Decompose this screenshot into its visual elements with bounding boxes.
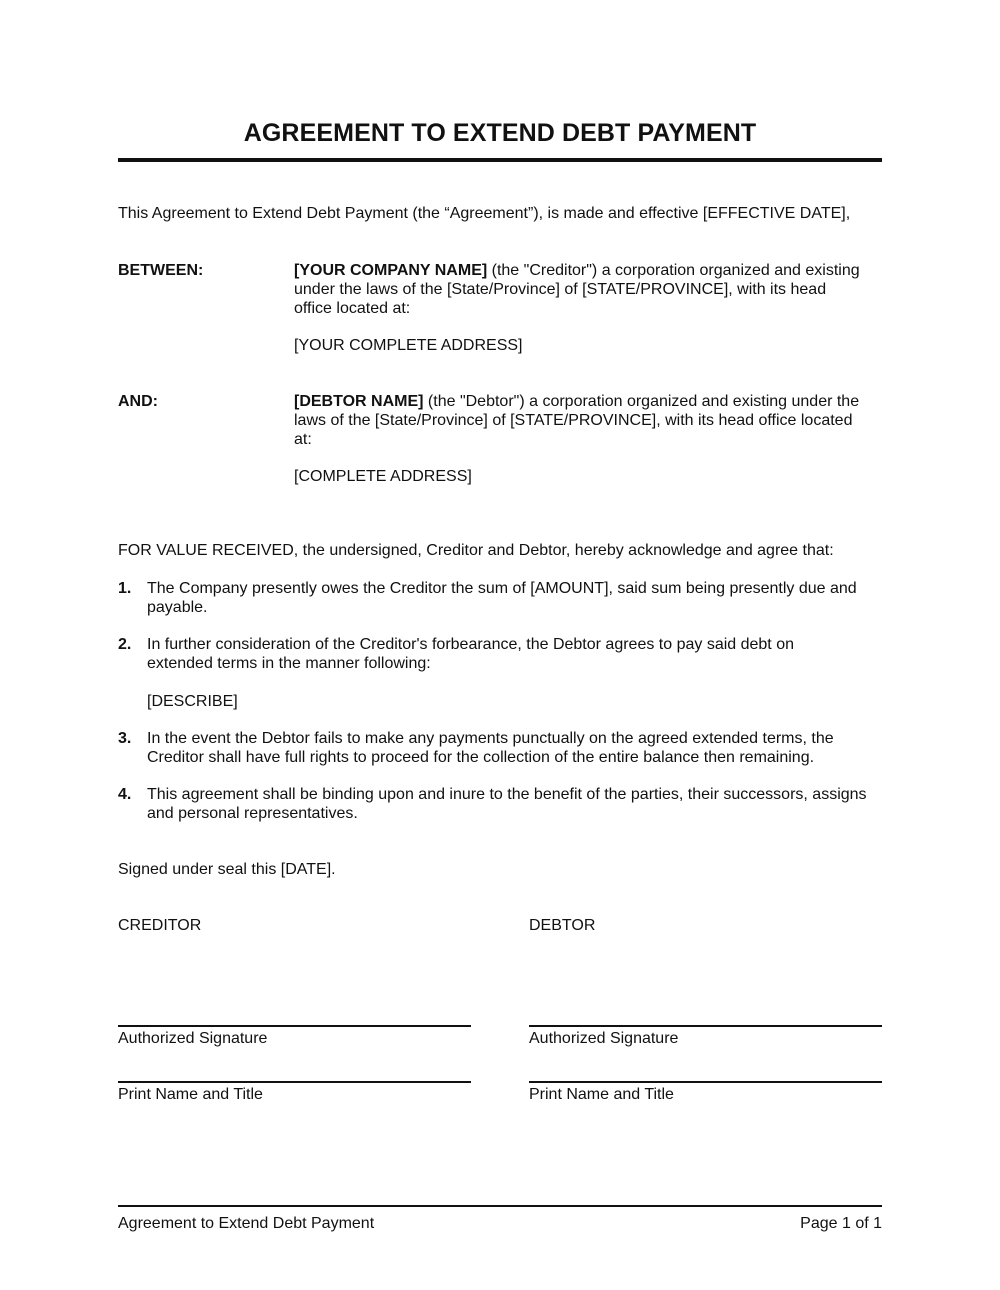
list-item <box>147 729 887 767</box>
list-item <box>147 635 887 673</box>
creditor-description-line1: (the "Creditor") a corporation organized and existing <box>487 262 860 279</box>
footer-divider <box>118 1205 882 1207</box>
list-item-line: This agreement shall be binding upon and inure to the benefit of the parties, their successors, assigns <box>147 786 867 803</box>
list-item <box>147 579 887 617</box>
list-item-number: 4. <box>118 786 132 803</box>
creditor-signature-line[interactable] <box>118 1025 471 1027</box>
list-item-line: and personal representatives. <box>147 805 358 822</box>
creditor-name-title-line[interactable] <box>118 1081 471 1083</box>
list-item-line: Creditor shall have full rights to proceed for the collection of the entire balance then remaining. <box>147 749 815 766</box>
document-title: AGREEMENT TO EXTEND DEBT PAYMENT <box>243 119 757 147</box>
creditor-signature-caption: Authorized Signature <box>118 1030 268 1047</box>
and-label: AND: <box>118 393 158 410</box>
creditor-party-description <box>294 261 882 318</box>
debtor-description-line3: at: <box>294 431 312 448</box>
creditor-address: [YOUR COMPLETE ADDRESS] <box>294 337 523 354</box>
signed-under-seal: Signed under seal this [DATE]. <box>118 861 336 878</box>
list-item-number: 3. <box>118 730 132 747</box>
debtor-signature-line[interactable] <box>529 1025 882 1027</box>
title-divider <box>118 158 882 162</box>
describe-placeholder: [DESCRIBE] <box>147 693 238 710</box>
debtor-name-placeholder: [DEBTOR NAME] <box>294 393 424 410</box>
between-label: BETWEEN: <box>118 262 204 279</box>
creditor-name-placeholder: [YOUR COMPANY NAME] <box>294 262 488 279</box>
creditor-description-line2: under the laws of the [State/Province] of [STATE/PROVINCE], with its head <box>294 281 827 298</box>
debtor-signature-caption: Authorized Signature <box>529 1030 679 1047</box>
intro-paragraph: This Agreement to Extend Debt Payment (the “Agreement”), is made and effective [EFFECTIVE DATE], <box>118 205 851 222</box>
creditor-name-title-caption: Print Name and Title <box>118 1086 263 1103</box>
list-item-line: In further consideration of the Creditor's forbearance, the Debtor agrees to pay said debt on <box>147 636 794 653</box>
list-item-number: 2. <box>118 636 132 653</box>
terms-lead: FOR VALUE RECEIVED, the undersigned, Creditor and Debtor, hereby acknowledge and agree that: <box>118 542 834 559</box>
list-item-number: 1. <box>118 580 132 597</box>
debtor-name-title-caption: Print Name and Title <box>529 1086 674 1103</box>
list-item-line: The Company presently owes the Creditor the sum of [AMOUNT], said sum being presently due and <box>147 580 857 597</box>
list-item-line: payable. <box>147 599 208 616</box>
debtor-column-label: DEBTOR <box>529 917 596 934</box>
debtor-name-title-line[interactable] <box>529 1081 882 1083</box>
footer-document-name: Agreement to Extend Debt Payment <box>118 1215 375 1232</box>
list-item-line: In the event the Debtor fails to make any payments punctually on the agreed extended terms, the <box>147 730 834 747</box>
debtor-address: [COMPLETE ADDRESS] <box>294 468 472 485</box>
list-item-line: extended terms in the manner following: <box>147 655 431 672</box>
creditor-description-line3: office located at: <box>294 300 411 317</box>
debtor-party-description <box>294 392 882 449</box>
debtor-description-line1: (the "Debtor") a corporation organized and existing under the <box>423 393 860 410</box>
list-item <box>147 785 887 823</box>
footer-page-number: Page 1 of 1 <box>800 1215 882 1232</box>
debtor-description-line2: laws of the [State/Province] of [STATE/PROVINCE], with its head office located <box>294 412 853 429</box>
creditor-column-label: CREDITOR <box>118 917 202 934</box>
